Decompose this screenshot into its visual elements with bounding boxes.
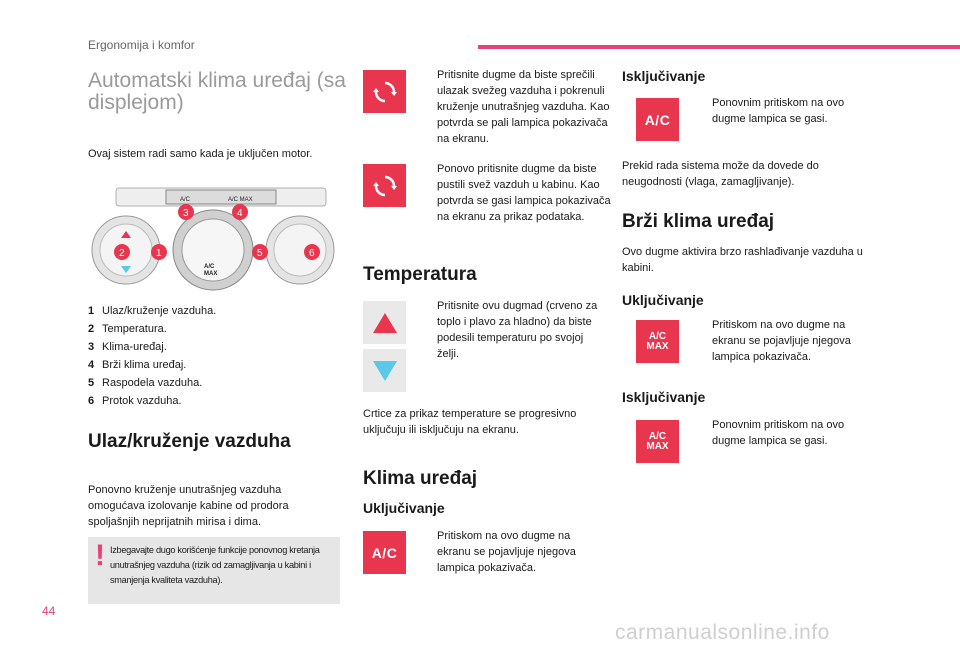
fast-ac-text: Ovo dugme aktivira brzo rashlađivanje vazduha u kabini. (622, 246, 863, 274)
callout-1: 1 (156, 248, 162, 259)
warning-box (88, 537, 340, 604)
callout-5: 5 (257, 248, 263, 259)
page-number: 44 (42, 604, 56, 618)
warning-text: Izbegavajte dugo korišćenje funkcije ponovnog kretanja unutrašnjeg vazduha (rizik od zamagljivanja u kabini i smanjenja kvaliteta vazduha). (110, 545, 320, 585)
temperature-bullet: Pritisnite ovu dugmad (crveno za toplo i plavo za hladno) da biste podesili temperaturu po svojoj želji. (437, 300, 598, 360)
legend-item: 3 Klima-uređaj. (88, 341, 167, 353)
callout-2: 2 (119, 248, 125, 259)
ac-on-heading: Uključivanje (363, 500, 445, 516)
ac-note: Prekid rada sistema može da dovede do neugodnosti (vlaga, zamagljivanje). (622, 160, 819, 188)
control-panel-illustration (88, 186, 338, 296)
fast-ac-off-heading: Isključivanje (622, 389, 706, 405)
ac-off-heading: Isključivanje (622, 68, 706, 84)
page-title: Automatski klima uređaj (sa displejom) (88, 69, 346, 114)
fast-ac-on-heading: Uključivanje (622, 292, 704, 308)
warning-icon: ! (95, 539, 105, 572)
panel-acmax-button: A/C MAX (228, 197, 253, 203)
callout-3: 3 (183, 208, 189, 219)
fast-ac-off-bullet: Ponovnim pritiskom na ovo dugme lampica se gasi. (712, 419, 845, 447)
knob-ac-text: A/C (204, 264, 215, 270)
temp-up-button-icon (363, 301, 406, 344)
temp-down-button-icon (363, 349, 406, 392)
knob-max-text: MAX (204, 271, 218, 277)
temperature-text: Crtice za prikaz temperature se progresivno uključuju ili isključuju na ekranu. (363, 408, 577, 436)
temperature-heading: Temperatura (363, 264, 477, 285)
ac-off-button-icon: A/C (636, 98, 679, 141)
recirc-heading: Ulaz/kruženje vazduha (88, 431, 291, 452)
legend-item: 6 Protok vazduha. (88, 395, 182, 407)
ac-on-bullet: Pritiskom na ovo dugme na ekranu se pojavljuje njegova lampica pokazivača. (437, 530, 576, 574)
panel-ac-button: A/C (180, 197, 191, 203)
legend-item: 4 Brži klima uređaj. (88, 359, 187, 371)
legend-item: 5 Raspodela vazduha. (88, 377, 203, 389)
recirc-button-icon (363, 70, 406, 113)
recirc-text: Ponovno kruženje unutrašnjeg vazduha omogućava izolovanje kabine od prodora spoljašnjih neprijatnih mirisa i dima. (88, 484, 289, 528)
recirc-bullet-off: Ponovo pritisnite dugme da biste pustili svež vazduh u kabinu. Kao potvrda se gasi lampica pokazivača na ekranu za prikaz podataka. (437, 163, 611, 223)
recirc-button-icon-2 (363, 164, 406, 207)
section-header: Ergonomija i komfor (88, 38, 195, 52)
acmax-off-button-icon: A/C MAX (636, 420, 679, 463)
watermark: carmanualsonline.info (615, 621, 830, 644)
legend-list (88, 302, 216, 410)
ac-off-bullet: Ponovnim pritiskom na ovo dugme lampica se gasi. (712, 97, 845, 125)
acmax-button-icon: A/C MAX (636, 320, 679, 363)
legend-item: 2 Temperatura. (88, 323, 167, 335)
intro-text: Ovaj sistem radi samo kada je uključen motor. (88, 148, 313, 160)
callout-4: 4 (237, 208, 243, 219)
fast-ac-heading: Brži klima uređaj (622, 211, 775, 232)
recirc-bullet-on: Pritisnite dugme da biste sprečili ulazak svežeg vazduha i pokrenuli kruženje unutrašnjeg vazduha. Kao potvrda se pali lampica pokazivača na ekranu. (437, 69, 610, 145)
callout-6: 6 (309, 248, 315, 259)
legend-item: 1 Ulaz/kruženje vazduha. (88, 305, 217, 317)
ac-button-icon: A/C (363, 531, 406, 574)
fast-ac-on-bullet: Pritiskom na ovo dugme na ekranu se pojavljuje njegova lampica pokazivača. (712, 319, 851, 363)
header-accent-bar (478, 45, 960, 49)
ac-heading: Klima uređaj (363, 468, 478, 489)
